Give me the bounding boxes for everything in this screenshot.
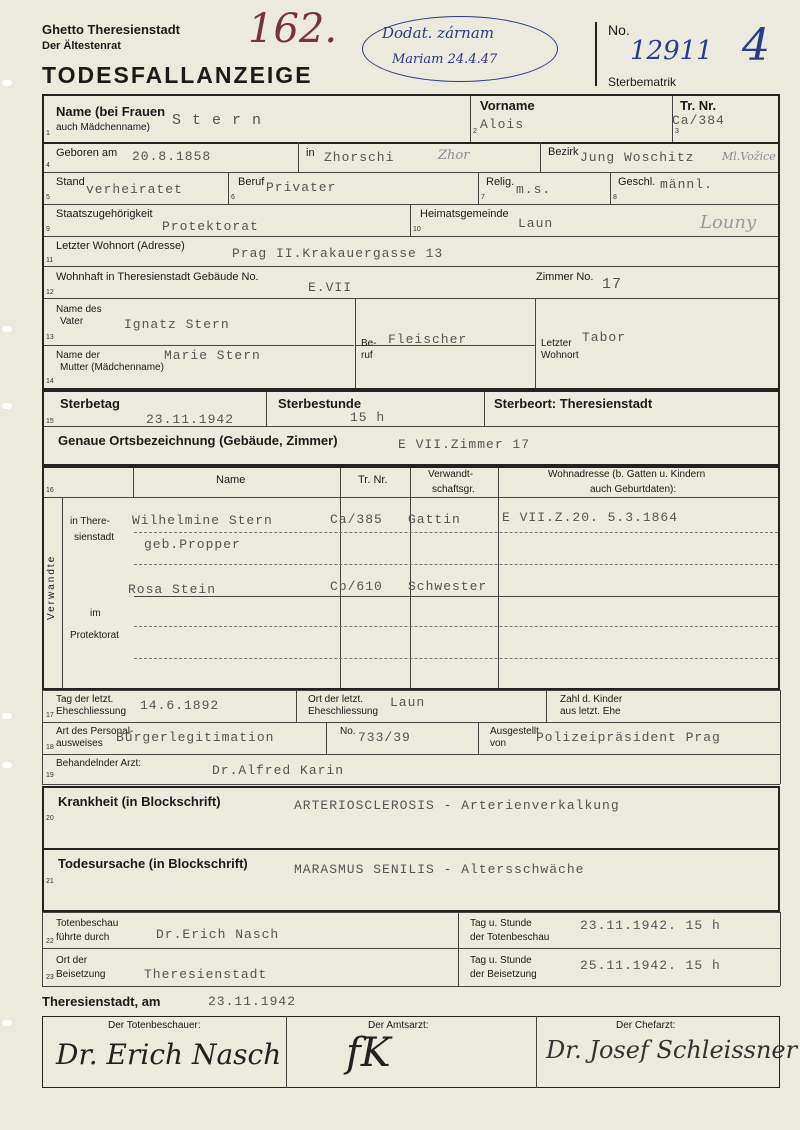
number-label: No.: [608, 22, 630, 38]
stand-label: Stand: [56, 176, 85, 188]
staat-label: Staatszugehörigkeit: [56, 208, 153, 220]
relative1-name: Wilhelmine Stern: [132, 513, 273, 528]
ehe-ort-label-2: Eheschliessung: [308, 706, 379, 717]
in-label: in: [306, 147, 315, 159]
relig-label: Relig.: [486, 176, 515, 188]
field-number: 22: [46, 938, 54, 945]
field-number: 8: [613, 194, 617, 201]
geboren-value: 20.8.1858: [132, 149, 212, 164]
wohnort-label: Letzter Wohnort (Adresse): [56, 240, 185, 252]
vater-label: Name des: [56, 304, 102, 315]
krankheit-label: Krankheit (in Blockschrift): [58, 794, 221, 809]
heimat-label: Heimatsgemeinde: [420, 208, 509, 220]
field-number: 4: [46, 162, 50, 169]
ausweis-value: Bürgerlegitimation: [116, 730, 275, 745]
field-number: 2: [473, 128, 477, 135]
letzter-label-2: Wohnort: [541, 350, 579, 361]
sterbestunde-value: 15 h: [350, 410, 386, 425]
kinder-label-2: aus letzt. Ehe: [560, 706, 621, 717]
beruf2-label-2: ruf: [361, 350, 373, 361]
totenbeschau-value: Dr.Erich Nasch: [156, 927, 280, 942]
field-number: 13: [46, 334, 54, 341]
handwritten-mark: 4: [742, 20, 770, 71]
name-value: S t e r n: [172, 112, 263, 129]
beschau-zeit-label: Tag u. Stunde: [470, 918, 532, 929]
heimat-value: Laun: [518, 216, 554, 231]
relig-value: m.s.: [516, 182, 552, 197]
trnr-label: Tr. Nr.: [680, 98, 717, 113]
trnr-value: Ca/384: [672, 113, 725, 128]
bezirk-label: Bezirk: [548, 146, 579, 158]
place-date-label: Theresienstadt, am: [42, 994, 161, 1009]
verwandte-side-label: Verwandte: [46, 554, 57, 620]
beisetzung-zeit-label: Tag u. Stunde: [470, 955, 532, 966]
ausweis-label-2: ausweises: [56, 738, 103, 749]
field-number: 12: [46, 289, 54, 296]
relative1-trnr: Ca/385: [330, 512, 383, 527]
sterbetag-label: Sterbetag: [60, 396, 120, 411]
ehe-tag-value: 14.6.1892: [140, 698, 220, 713]
field-number: 9: [46, 226, 50, 233]
sterbetag-value: 23.11.1942: [146, 412, 235, 427]
sterbeort-label: Sterbeort: Theresienstadt: [494, 396, 653, 411]
vorname-value: Alois: [480, 117, 525, 132]
col-verw-header-2: schaftsgr.: [432, 484, 475, 495]
field-number: 19: [46, 772, 54, 779]
arzt-value: Dr.Alfred Karin: [212, 763, 345, 778]
staat-value: Protektorat: [162, 219, 259, 234]
zimmer-label: Zimmer No.: [536, 271, 594, 283]
arzt-label: Behandelnder Arzt:: [56, 758, 142, 769]
ausweis-no-value: 733/39: [358, 730, 411, 745]
beschau-zeit-value: 23.11.1942. 15 h: [580, 918, 721, 933]
beruf2-value: Fleischer: [388, 332, 468, 347]
beisetzung-zeit-value: 25.11.1942. 15 h: [580, 958, 721, 973]
vater-label-2: Vater: [60, 316, 84, 327]
in-there-label: in There-: [70, 516, 110, 527]
im-label: im: [90, 608, 101, 619]
field-number: 23: [46, 974, 54, 981]
field-number: 15: [46, 418, 54, 425]
genau-value: E VII.Zimmer 17: [398, 437, 531, 452]
geschl-value: männl.: [660, 177, 713, 192]
relative2-trnr: Cb/610: [330, 579, 383, 594]
field-number: 10: [413, 226, 421, 233]
totenbeschau-label: Totenbeschau: [56, 918, 119, 929]
relatives-section: [42, 466, 780, 690]
handwritten-note: Dodat. zárnam: [382, 24, 495, 42]
bezirk-value: Jung Woschitz: [580, 150, 695, 165]
field-number: 17: [46, 712, 54, 719]
signature-chefarzt: Dr. Josef Schleissner: [546, 1036, 798, 1064]
ehe-tag-label-2: Eheschliessung: [56, 706, 127, 717]
in-handwritten: Zhor: [438, 148, 470, 163]
sig-totenbeschauer-label: Der Totenbeschauer:: [108, 1020, 201, 1031]
sterbestunde-label: Sterbestunde: [278, 396, 362, 411]
mutter-label-2: Mutter (Mädchenname): [60, 362, 164, 373]
letzter-value: Tabor: [582, 330, 627, 345]
genau-label: Genaue Ortsbezeichnung (Gebäude, Zimmer): [58, 433, 338, 448]
totenbeschau-label-2: führte durch: [56, 932, 110, 943]
col-addr-header: Wohnadresse (b. Gatten u. Kindern: [548, 469, 706, 480]
handwritten-note-date: Mariam 24.4.47: [392, 52, 498, 67]
zimmer-value: 17: [602, 276, 623, 293]
col-addr-header-2: auch Geburtdaten):: [590, 484, 677, 495]
field-number: 16: [46, 487, 54, 494]
field-number: 6: [231, 194, 235, 201]
in-value: Zhorschi: [324, 150, 395, 165]
beisetzung-ort-value: Theresienstadt: [144, 967, 268, 982]
wohnort-value: Prag II.Krakauergasse 13: [232, 246, 444, 261]
beisetzung-ort-label-2: Beisetzung: [56, 969, 106, 980]
handwritten-number: 12911: [630, 36, 713, 66]
header-org2: Der Ältestenrat: [42, 40, 121, 52]
beruf-label: Beruf: [238, 176, 265, 188]
relative2-name: Rosa Stein: [128, 582, 217, 597]
ausgestellt-label-2: von: [490, 738, 507, 749]
field-number: 18: [46, 744, 54, 751]
place-date-value: 23.11.1942: [208, 994, 297, 1009]
krankheit-value: ARTERIOSCLEROSIS - Arterienverkalkung: [294, 798, 620, 813]
field-number: 11: [46, 257, 54, 264]
geboren-label: Geboren am: [56, 147, 118, 159]
ausweis-label: Art des Personal-: [56, 726, 134, 737]
punch-hole: [2, 762, 12, 768]
field-number: 21: [46, 878, 54, 885]
signature-amtsarzt: fK: [346, 1030, 391, 1076]
relative2-verw: Schwester: [408, 579, 488, 594]
page-title: TODESFALLANZEIGE: [42, 62, 313, 88]
name-label: Name (bei Frauen: [56, 104, 166, 119]
ehe-ort-label: Ort der letzt.: [308, 694, 364, 705]
mutter-label: Name der: [56, 350, 100, 361]
vater-value: Ignatz Stern: [124, 317, 230, 332]
mutter-value: Marie Stern: [164, 348, 261, 363]
letzter-label: Letzter: [541, 338, 572, 349]
field-number: 20: [46, 815, 54, 822]
geschl-label: Geschl.: [618, 176, 656, 188]
death-section: [42, 390, 780, 466]
kinder-label: Zahl d. Kinder: [560, 694, 623, 705]
beruf-value: Privater: [266, 180, 337, 195]
ausweis-no-label: No.: [340, 726, 356, 737]
name-label-2: auch Mädchenname): [56, 122, 150, 133]
protektorat-label: Protektorat: [70, 630, 119, 641]
col-verw-header: Verwandt-: [428, 469, 474, 480]
ausgestellt-label: Ausgestellt: [490, 726, 539, 737]
field-number: 7: [481, 194, 485, 201]
col-name-header: Name: [216, 474, 246, 486]
handwritten-162: 162.: [248, 6, 338, 52]
field-number: 3: [675, 128, 679, 135]
in-there-label-2: sienstadt: [74, 532, 115, 543]
relative1-verw: Gattin: [408, 512, 461, 527]
sig-chefarzt-label: Der Chefarzt:: [616, 1020, 676, 1031]
punch-hole: [2, 1020, 12, 1026]
beisetzung-ort-label: Ort der: [56, 955, 88, 966]
ursache-label: Todesursache (in Blockschrift): [58, 856, 248, 871]
col-trnr-header: Tr. Nr.: [358, 474, 388, 486]
header-org1: Ghetto Theresienstadt: [42, 22, 180, 37]
signature-totenbeschauer: Dr. Erich Nasch: [56, 1038, 282, 1071]
gebaeude-label: Wohnhaft in Theresienstadt Gebäude No.: [56, 271, 259, 283]
beisetzung-zeit-label-2: der Beisetzung: [470, 969, 537, 980]
beruf2-label: Be-: [361, 338, 377, 349]
matrik-label: Sterbematrik: [608, 75, 677, 89]
bezirk-handwritten: Ml.Vožice: [722, 150, 776, 163]
ehe-tag-label: Tag der letzt.: [56, 694, 114, 705]
ausgestellt-value: Polizeipräsident Prag: [536, 730, 721, 745]
ehe-ort-value: Laun: [390, 695, 426, 710]
field-number: 5: [46, 194, 50, 201]
gebaeude-value: E.VII: [308, 280, 353, 295]
punch-hole: [2, 326, 12, 332]
heimat-handwritten: Louny: [700, 212, 757, 233]
punch-hole: [2, 403, 12, 409]
vorname-label: Vorname: [480, 98, 535, 113]
stand-value: verheiratet: [86, 182, 183, 197]
punch-hole: [2, 713, 12, 719]
ursache-value: MARASMUS SENILIS - Altersschwäche: [294, 862, 585, 877]
relative1-addr: E VII.Z.20. 5.3.1864: [502, 510, 679, 525]
field-number: 14: [46, 378, 54, 385]
field-number: 1: [46, 130, 50, 137]
sig-amtsarzt-label: Der Amtsarzt:: [368, 1020, 429, 1031]
beschau-zeit-label-2: der Totenbeschau: [470, 932, 550, 943]
relative1-name-2: geb.Propper: [144, 537, 241, 552]
punch-hole: [2, 80, 12, 86]
